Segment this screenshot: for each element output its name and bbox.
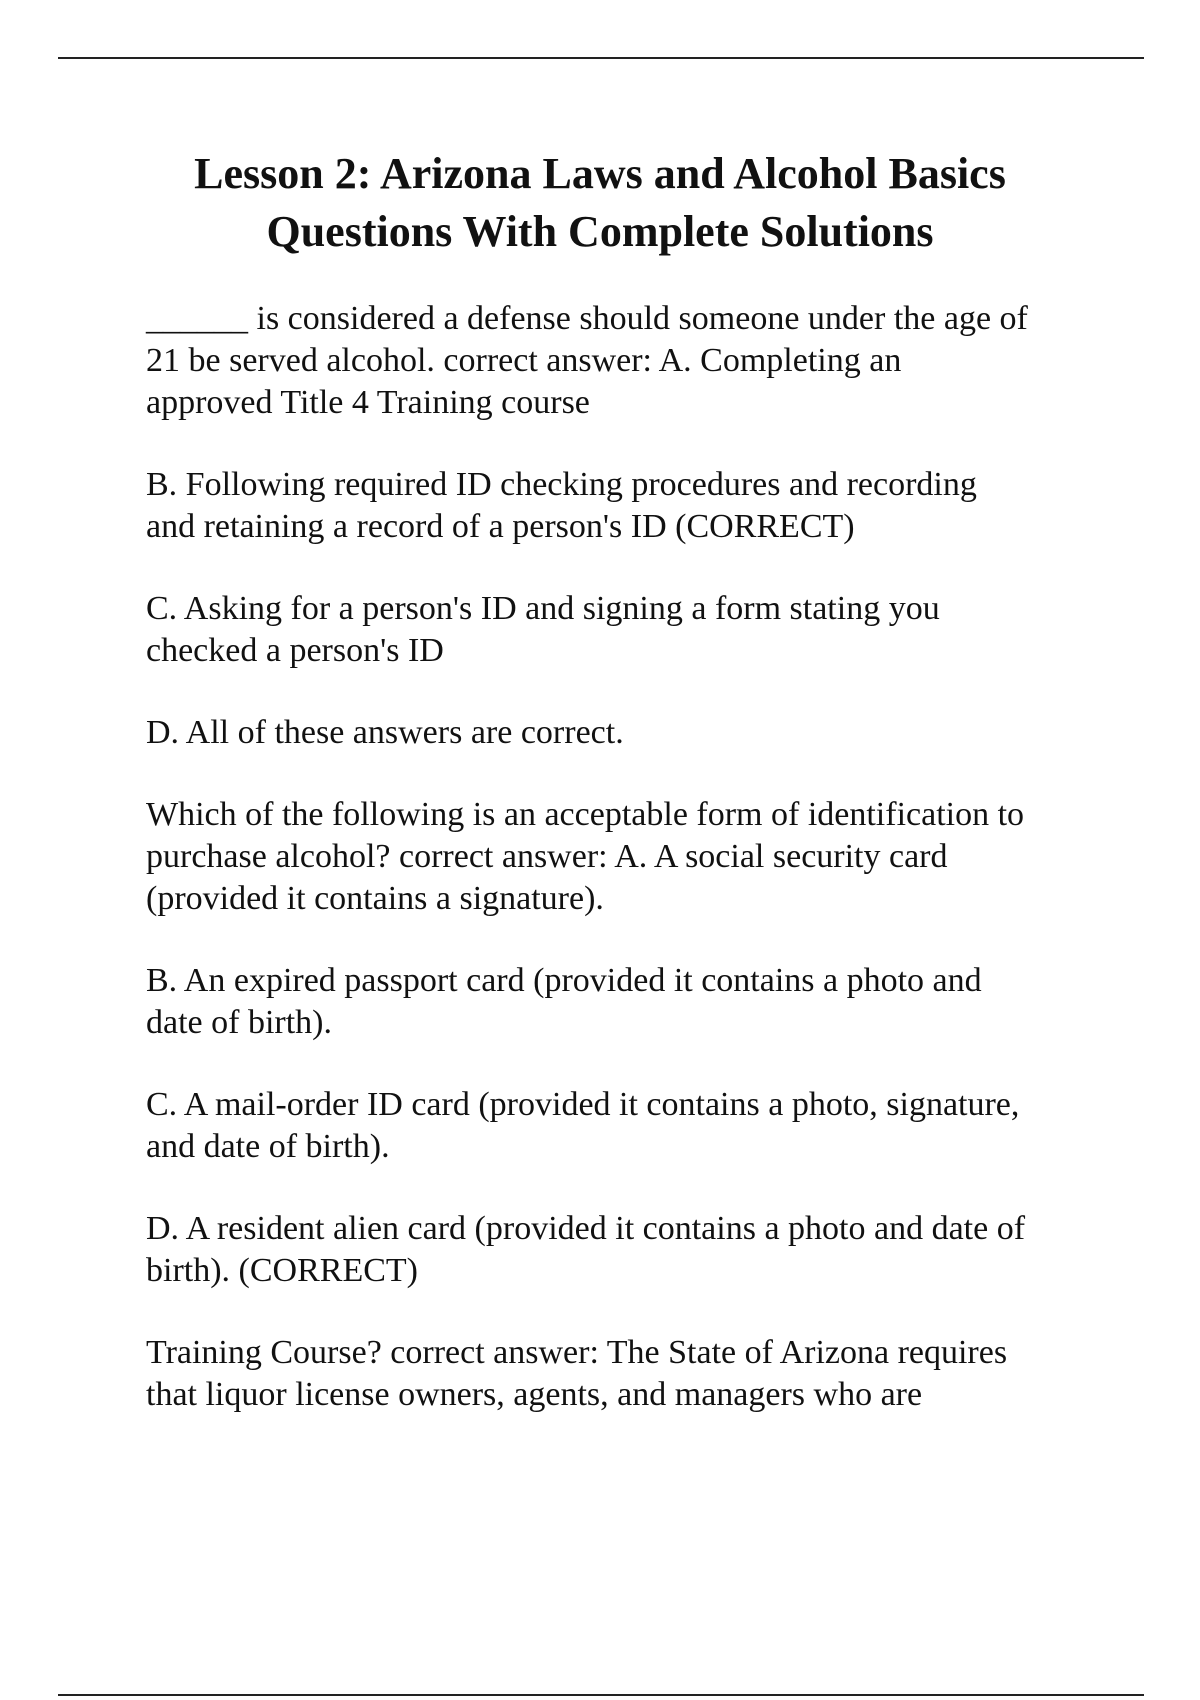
text-line: B. An expired passport card (provided it contains a photo and	[146, 962, 982, 999]
text-line: D. A resident alien card (provided it contains a photo and date of	[146, 1210, 1026, 1247]
text-line: 21 be served alcohol. correct answer: A. Completing an	[146, 342, 902, 379]
text-line: (provided it contains a signature).	[146, 880, 604, 917]
text-line: purchase alcohol? correct answer: A. A social security card	[146, 838, 948, 875]
text-line: D. All of these answers are correct.	[146, 714, 624, 751]
document-body	[146, 298, 1106, 1456]
question-2-option-d	[146, 1208, 1106, 1292]
text-line: C. Asking for a person's ID and signing a form stating you	[146, 590, 940, 627]
question-1-prompt	[146, 298, 1106, 424]
text-line: approved Title 4 Training course	[146, 384, 590, 421]
text-line: and retaining a record of a person's ID (CORRECT)	[146, 508, 855, 545]
text-line: checked a person's ID	[146, 632, 444, 669]
text-line: Training Course? correct answer: The State of Arizona requires	[146, 1334, 1008, 1371]
question-1-option-d	[146, 712, 1106, 754]
text-line: date of birth).	[146, 1004, 332, 1041]
question-1-option-b	[146, 464, 1106, 548]
footer-rule	[58, 1694, 1144, 1696]
text-line: C. A mail-order ID card (provided it contains a photo, signature,	[146, 1086, 1020, 1123]
text-line: Which of the following is an acceptable form of identification to	[146, 796, 1025, 833]
text-line: that liquor license owners, agents, and managers who are	[146, 1376, 923, 1413]
text-line: birth). (CORRECT)	[146, 1252, 418, 1289]
question-3-prompt	[146, 1332, 1106, 1416]
question-2-option-c	[146, 1084, 1106, 1168]
text-line: B. Following required ID checking procedures and recording	[146, 466, 977, 503]
page-title	[100, 145, 1100, 261]
text-line: and date of birth).	[146, 1128, 390, 1165]
header-rule	[58, 57, 1144, 59]
question-2-prompt	[146, 794, 1106, 920]
text-line: ______ is considered a defense should someone under the age of	[146, 300, 1028, 337]
question-2-option-b	[146, 960, 1106, 1044]
title-line-2: Questions With Complete Solutions	[266, 207, 934, 256]
question-1-option-c	[146, 588, 1106, 672]
title-line-1: Lesson 2: Arizona Laws and Alcohol Basics	[194, 149, 1006, 198]
